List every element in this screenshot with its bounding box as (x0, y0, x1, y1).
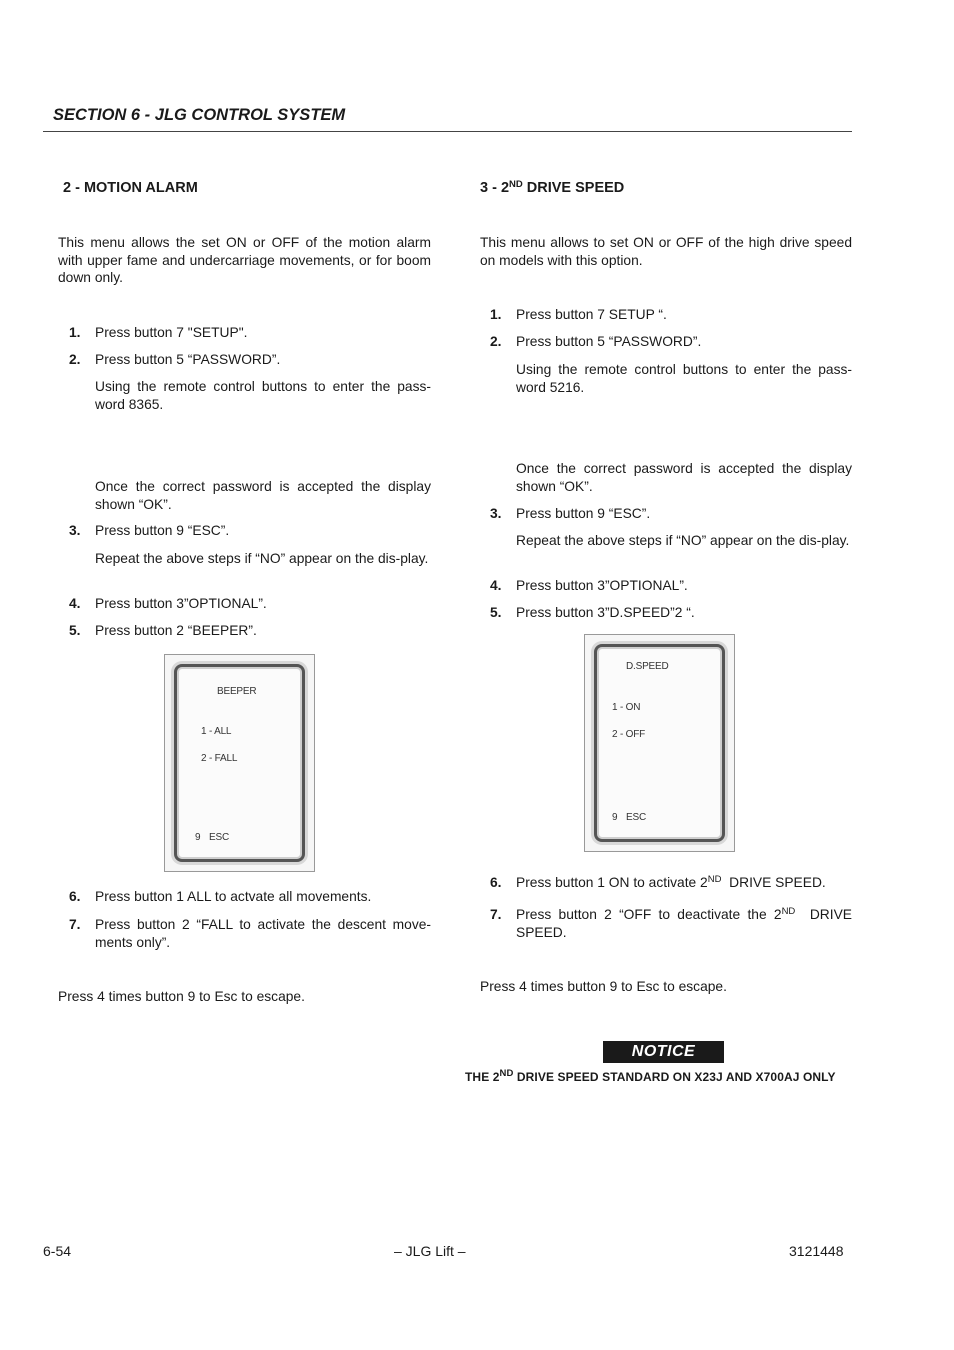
motion-alarm-intro: This menu allows the set ON or OFF of the motion alarm with upper fame and undercarriage movements, or for boom down only. (58, 235, 431, 285)
step-text: Press button 5 “PASSWORD”. (95, 352, 281, 367)
step-number: 7. (69, 917, 81, 932)
step-text-pre: Press button 2 “OFF to deactivate the 2 (516, 907, 782, 922)
step-text (516, 874, 852, 892)
step-text: Press button 7 SETUP “. (516, 307, 667, 322)
left-step-2-note (69, 378, 431, 414)
step-text: Press button 9 “ESC”. (516, 506, 651, 521)
left-step-3-note (69, 550, 431, 586)
drive-speed-intro: This menu allows to set ON or OFF of the high drive speed on models with this option. (480, 235, 852, 268)
left-step-7 (69, 916, 431, 952)
right-escape-note: Press 4 times button 9 to Esc to escape. (480, 979, 727, 994)
right-step-3-note (490, 532, 852, 568)
step-text: Using the remote control buttons to enter the pass-word 8365. (95, 379, 431, 412)
step-text-post: DRIVE SPEED. (721, 875, 826, 890)
motion-alarm-heading: 2 - MOTION ALARM (63, 180, 198, 196)
display-title: BEEPER (217, 686, 257, 697)
left-step-2-note-ok (69, 478, 431, 514)
notice-text (465, 1067, 836, 1084)
heading-suffix: DRIVE SPEED (522, 180, 625, 196)
right-step-7 (490, 905, 856, 942)
step-text: Press button 1 ALL to actvate all movements. (95, 889, 372, 904)
document-number: 3121448 (789, 1243, 844, 1259)
heading-superscript: ND (509, 178, 523, 190)
step-text: Press button 9 “ESC”. (95, 523, 230, 538)
step-text: Repeat the above steps if “NO” appear on the dis-play. (95, 551, 429, 566)
step-text: Press button 2 “BEEPER”. (95, 623, 257, 638)
drive-speed-heading (480, 180, 624, 196)
step-text: Once the correct password is accepted the display shown “OK”. (516, 461, 852, 494)
heading-prefix: 3 - 2 (480, 180, 510, 196)
step-text: Press button 3”D.SPEED”2 “. (516, 605, 695, 620)
section-title: SECTION 6 - JLG CONTROL SYSTEM (53, 106, 346, 124)
dspeed-display-screen (584, 634, 735, 852)
step-number: 5. (69, 623, 81, 638)
step-text (516, 905, 856, 941)
right-step-2-note-ok (490, 460, 852, 496)
step-text: Repeat the above steps if “NO” appear on the dis-play. (516, 533, 850, 548)
left-escape-note: Press 4 times button 9 to Esc to escape. (58, 989, 305, 1004)
step-text: Press button 5 “PASSWORD”. (516, 334, 702, 349)
step-number: 2. (490, 334, 502, 349)
header-rule (43, 131, 852, 132)
step-text: Press button 3”OPTIONAL”. (95, 596, 267, 611)
step-number: 6. (69, 889, 81, 904)
step-number: 1. (69, 325, 81, 340)
step-text: Press button 2 “FALL to activate the descent move-ments only”. (95, 917, 431, 950)
notice-text-post: DRIVE SPEED STANDARD ON X23J AND X700AJ ONLY (513, 1070, 836, 1084)
step-number: 1. (490, 307, 502, 322)
right-step-2-note (490, 361, 852, 397)
step-number: 4. (490, 578, 502, 593)
display-title: D.SPEED (626, 661, 669, 672)
display-esc-key: 9 (195, 832, 201, 843)
display-option-2: 2 - OFF (612, 729, 646, 740)
superscript: ND (707, 873, 722, 885)
notice-text-pre: THE 2 (465, 1070, 500, 1084)
superscript: ND (781, 905, 796, 917)
step-text-pre: Press button 1 ON to activate 2 (516, 875, 708, 890)
beeper-display-screen (164, 654, 315, 872)
display-esc-label: ESC (209, 832, 229, 843)
display-esc-label: ESC (626, 812, 646, 823)
step-number: 2. (69, 352, 81, 367)
display-option-2: 2 - FALL (201, 753, 238, 764)
step-text: Press button 7 "SETUP". (95, 325, 248, 340)
page-number: 6-54 (43, 1243, 72, 1259)
step-text-post: DRIVE SPEED. (516, 907, 856, 940)
footer-center: – JLG Lift – (394, 1243, 466, 1259)
step-number: 3. (69, 523, 81, 538)
step-text: Using the remote control buttons to enter the pass-word 5216. (516, 362, 852, 395)
step-number: 5. (490, 605, 502, 620)
step-text: Once the correct password is accepted the display shown “OK”. (95, 479, 431, 512)
step-number: 7. (490, 907, 502, 922)
step-number: 4. (69, 596, 81, 611)
step-number: 3. (490, 506, 502, 521)
display-option-1: 1 - ALL (201, 726, 232, 737)
notice-badge: NOTICE (603, 1041, 724, 1063)
display-option-1: 1 - ON (612, 702, 641, 713)
step-number: 6. (490, 875, 502, 890)
display-esc-key: 9 (612, 812, 618, 823)
superscript: ND (499, 1067, 514, 1079)
step-text: Press button 3”OPTIONAL”. (516, 578, 688, 593)
